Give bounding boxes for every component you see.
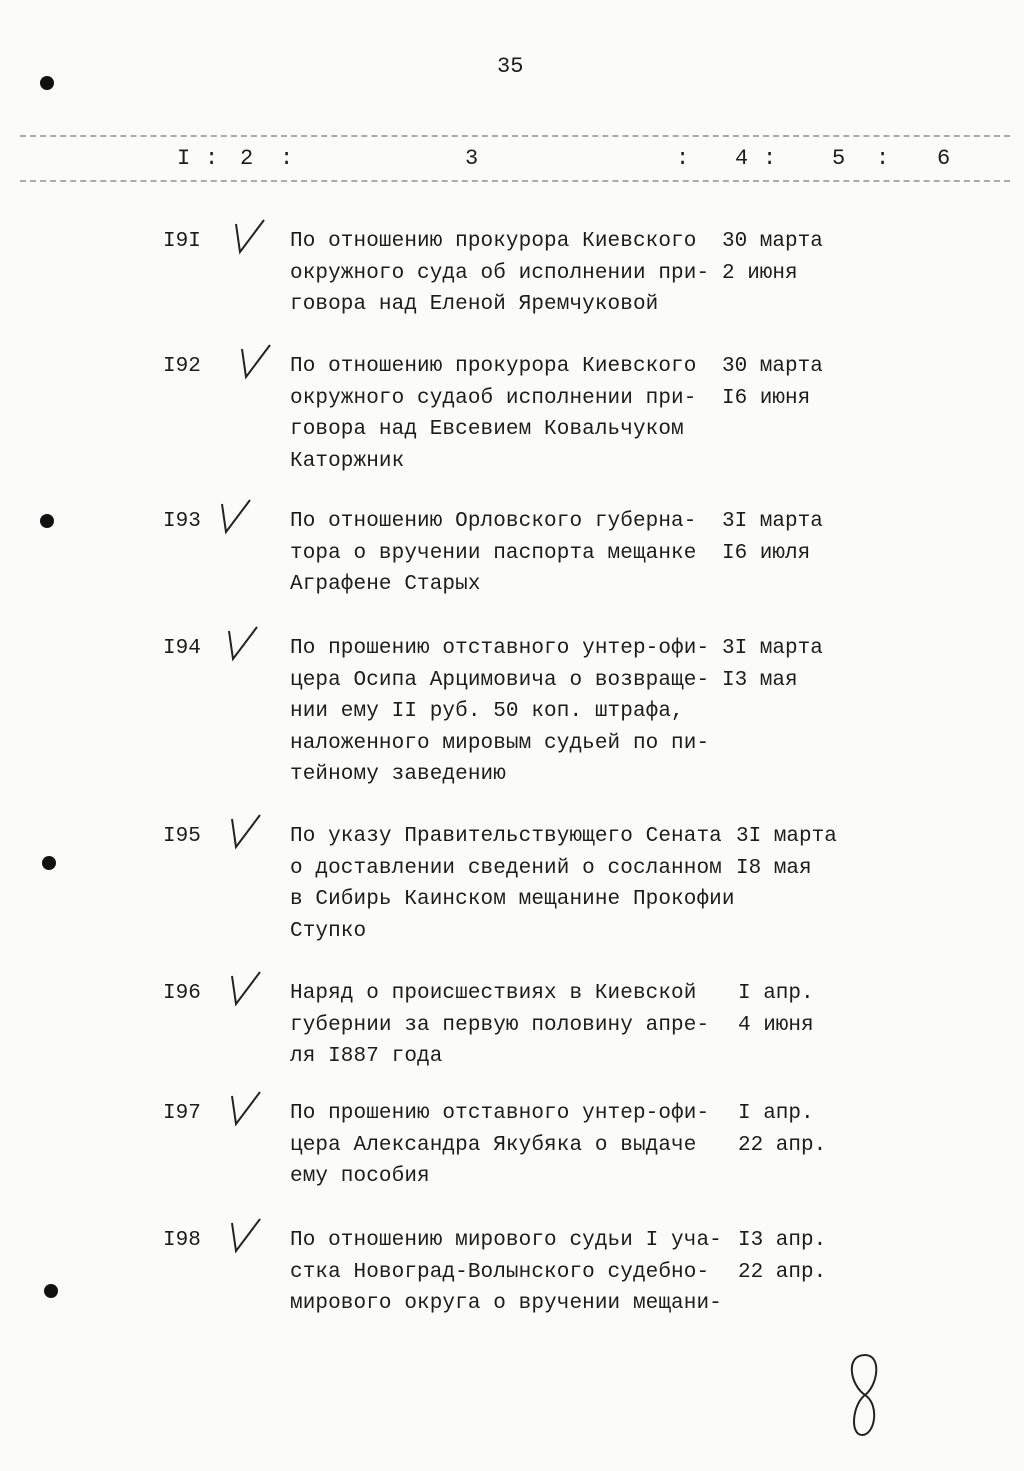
entry-number: I9I (163, 230, 201, 253)
entry-text-line: По прошению отставного унтер-офи- (290, 1102, 710, 1125)
entry-text-line: По отношению Орловского губерна- (290, 510, 697, 533)
entry-text-line: окружного судаоб исполнении при- (290, 386, 697, 410)
entry-text-line: цера Осипа Арцимовича о возвраще- (290, 668, 710, 692)
entry-text-line: о доставлении сведений о сосланном (290, 856, 722, 880)
start-date: I апр. (738, 1102, 814, 1125)
column-header-4: 4 (735, 146, 749, 171)
column-separator: : (763, 146, 777, 171)
column-separator: : (676, 146, 690, 171)
start-date: I апр. (738, 982, 814, 1005)
column-separator: : (280, 146, 294, 171)
start-date: 3I марта (722, 510, 823, 533)
end-date: I6 июля (722, 541, 811, 565)
start-date: 30 марта (722, 230, 823, 253)
end-date: 22 апр. (738, 1260, 827, 1284)
entry-text-line: По отношению прокурора Киевского (290, 230, 697, 253)
checkmark-icon (218, 496, 254, 536)
punch-hole (40, 76, 54, 90)
entry-text-line: наложенного мировым судьей по пи- (290, 731, 710, 755)
checkmark-icon (232, 216, 268, 256)
entry-text-line: ля I887 года (290, 1045, 443, 1068)
end-date: 4 июня (738, 1013, 814, 1037)
entry-text-line: в Сибирь Каинском мещанине Прокофии (290, 888, 735, 911)
checkmark-icon (228, 811, 264, 851)
entry-text-line: цера Александра Якубяка о выдаче (290, 1133, 697, 1157)
start-date: 3I марта (736, 825, 837, 848)
entry-number: I92 (163, 355, 201, 378)
header-rule-bottom (20, 180, 1010, 182)
end-date: 22 апр. (738, 1133, 827, 1157)
handwritten-folio-number (840, 1350, 890, 1440)
entry-text-line: Наряд о происшествиях в Киевской (290, 982, 697, 1005)
column-header-6: 6 (937, 146, 951, 171)
punch-hole (44, 1284, 58, 1298)
column-header-3: 3 (465, 146, 479, 171)
end-date: I8 мая (736, 856, 812, 880)
entry-text-line: Ступко (290, 919, 367, 943)
entry-number: I96 (163, 982, 201, 1005)
entry-number: I93 (163, 510, 201, 533)
checkmark-icon (228, 1088, 264, 1128)
entry-text-line: По отношению прокурора Киевского (290, 355, 697, 378)
entry-text-line: мирового округа о вручении мещани- (290, 1292, 722, 1315)
entry-text-line: окружного суда об исполнении при- (290, 261, 710, 285)
entry-text-line: По прошению отставного унтер-офи- (290, 637, 710, 660)
punch-hole (42, 856, 56, 870)
entry-text-line: Каторжник (290, 449, 405, 473)
column-separator: : (205, 146, 219, 171)
entry-number: I97 (163, 1102, 201, 1125)
checkmark-icon (225, 623, 261, 663)
entry-text-line: говора над Еленой Яремчуковой (290, 293, 659, 316)
entry-text-line: ему пособия (290, 1165, 430, 1188)
entry-text-line: По указу Правительствующего Сената (290, 825, 722, 848)
entry-text-line: тора о вручении паспорта мещанке (290, 541, 697, 565)
checkmark-icon (238, 341, 274, 381)
end-date: I6 июня (722, 386, 811, 410)
column-header-5: 5 (832, 146, 846, 171)
entry-number: I98 (163, 1229, 201, 1252)
start-date: 30 марта (722, 355, 823, 378)
checkmark-icon (228, 1215, 264, 1255)
entry-text-line: говора над Евсевием Ковальчуком (290, 418, 684, 441)
entry-text-line: По отношению мирового судьи I уча- (290, 1229, 722, 1252)
start-date: 3I марта (722, 637, 823, 660)
end-date: I3 мая (722, 668, 798, 692)
page-number: 35 (497, 54, 524, 79)
entry-text-line: стка Новоград-Волынского судебно- (290, 1260, 710, 1284)
entry-text-line: губернии за первую половину апре- (290, 1013, 710, 1037)
end-date: 2 июня (722, 261, 798, 285)
entry-text-line: Аграфене Старых (290, 573, 481, 596)
column-header-I: I (177, 146, 191, 171)
entry-text-line: нии ему II руб. 50 коп. штрафа, (290, 700, 684, 723)
header-rule-top (20, 135, 1010, 137)
punch-hole (40, 514, 54, 528)
column-header-2: 2 (240, 146, 254, 171)
entry-number: I94 (163, 637, 201, 660)
start-date: I3 апр. (738, 1229, 827, 1252)
column-separator: : (876, 146, 890, 171)
checkmark-icon (228, 968, 264, 1008)
entry-text-line: тейному заведению (290, 763, 506, 786)
entry-number: I95 (163, 825, 201, 848)
